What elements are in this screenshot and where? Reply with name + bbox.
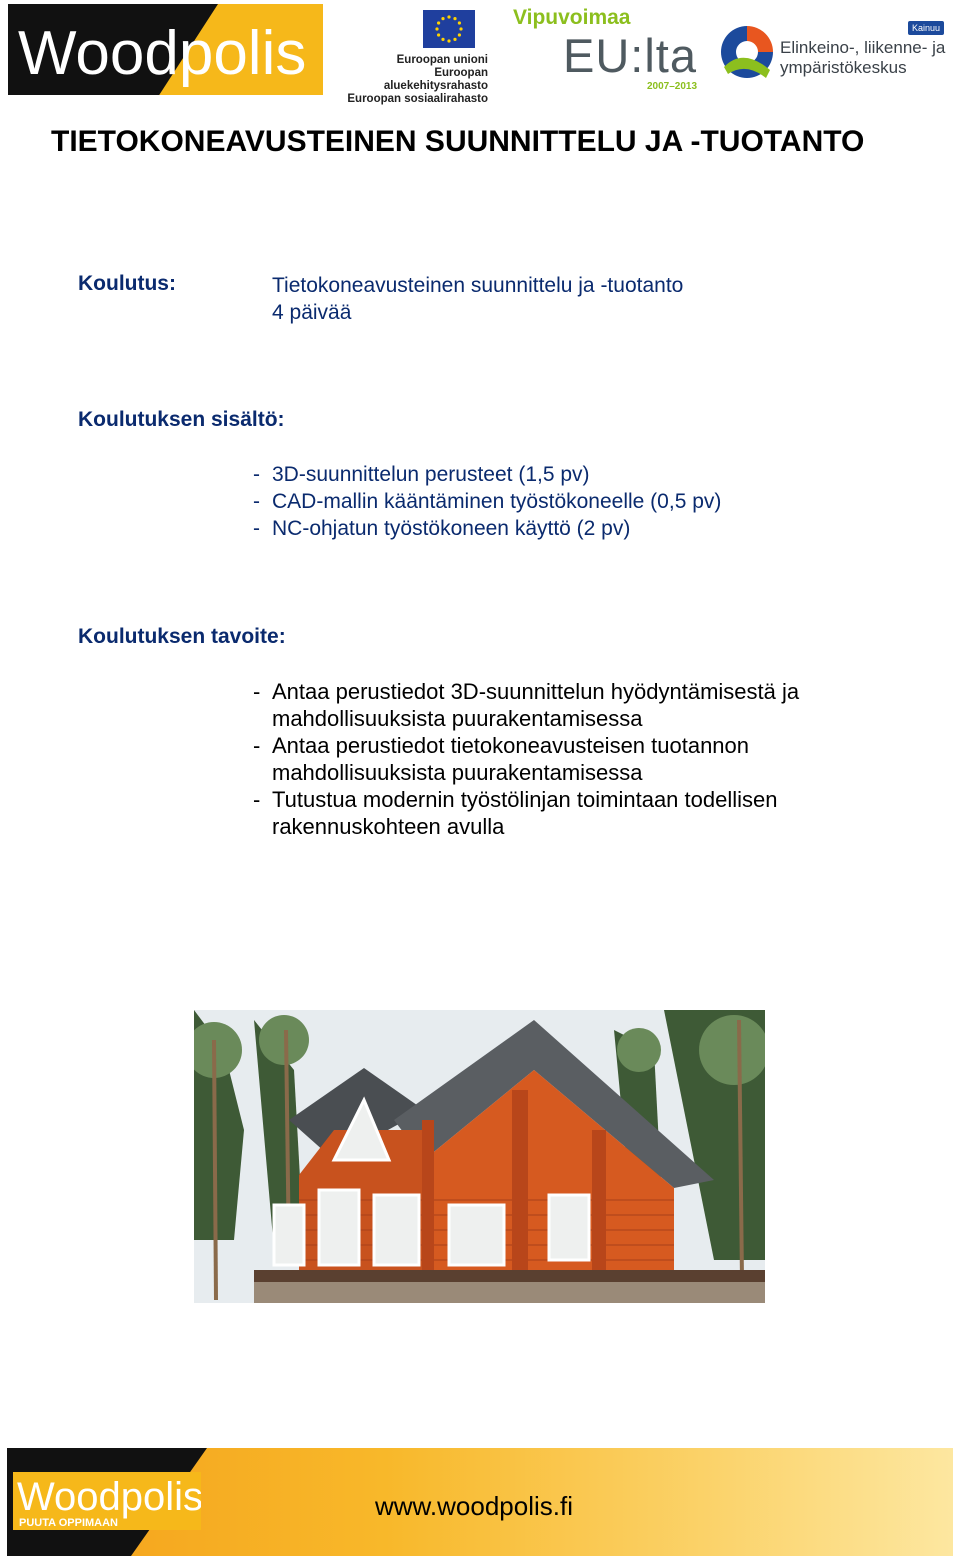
eu-text	[338, 54, 488, 106]
list-item-text: 3D-suunnittelun perusteet (1,5 pv)	[272, 463, 590, 486]
eu-line: Euroopan unioni	[396, 54, 488, 66]
koulutus-name: Tietokoneavusteinen suunnittelu ja -tuotanto	[272, 274, 684, 297]
list-item-text: mahdollisuuksista puurakentamisessa	[272, 706, 643, 731]
footer-woodpolis-logo	[13, 1472, 201, 1530]
vipuvoimaa-text: Vipuvoimaa	[513, 6, 631, 29]
sisalto-list	[253, 461, 721, 542]
list-item: - Antaa perustiedot 3D-suunnittelun hyödyntämisestä ja mahdollisuuksista puurakentamisessa	[253, 679, 800, 731]
ely-line: Elinkeino-, liikenne- ja	[780, 38, 946, 57]
header-logos	[0, 0, 960, 105]
list-item: - Tutustua modernin työstölinjan toimintaan todellisen rakennuskohteen avulla	[253, 786, 799, 840]
website-link[interactable]: www.woodpolis.fi	[375, 1491, 573, 1521]
footer-slogan: PUUTA OPPIMAAN	[19, 1517, 118, 1529]
list-item-text: mahdollisuuksista puurakentamisessa	[272, 760, 643, 785]
koulutus-value	[272, 272, 683, 326]
sisalto-label: Koulutuksen sisältö:	[78, 408, 285, 431]
footer-logo-text: Woodpolis	[17, 1475, 201, 1519]
list-item-text: CAD-mallin kääntäminen työstökoneelle (0,5 pv)	[272, 490, 722, 513]
eulta-text: EU:lta	[563, 29, 697, 82]
page-title: TIETOKONEAVUSTEINEN SUUNNITTELU JA -TUOTANTO	[51, 125, 865, 158]
woodpolis-logo-text: Woodpolis	[18, 19, 307, 88]
eu-flag-icon	[423, 10, 475, 48]
ely-text	[780, 38, 945, 78]
eu-line: Euroopan aluekehitysrahasto	[383, 67, 488, 92]
list-item-text: Antaa perustiedot tietokoneavusteisen tuotannon	[272, 733, 750, 758]
kainuu-badge: Kainuu	[908, 21, 944, 35]
ely-emblem-icon	[718, 22, 776, 84]
footer-banner	[7, 1448, 953, 1556]
list-item-text: Tutustua modernin työstölinjan toimintaan todellisen	[272, 787, 778, 812]
list-item-text: rakennuskohteen avulla	[272, 814, 505, 839]
list-item-text: Antaa perustiedot 3D-suunnittelun hyödyntämisestä ja	[272, 679, 800, 704]
eu-line: Euroopan sosiaalirahasto	[347, 93, 488, 105]
years-text: 2007–2013	[647, 81, 698, 92]
list-item: - 3D-suunnittelun perusteet (1,5 pv)	[253, 463, 590, 486]
koulutus-label: Koulutus:	[78, 272, 176, 295]
ely-line: ympäristökeskus	[780, 58, 907, 77]
tavoite-label: Koulutuksen tavoite:	[78, 625, 286, 648]
list-item: - NC-ohjatun työstökoneen käyttö (2 pv)	[253, 517, 631, 540]
list-item: - Antaa perustiedot tietokoneavusteisen tuotannon mahdollisuuksista puurakentamisessa	[253, 732, 799, 786]
log-house-photo	[194, 1010, 765, 1303]
list-item-text: NC-ohjatun työstökoneen käyttö (2 pv)	[272, 517, 631, 540]
vipuvoimaa-logo	[513, 6, 703, 94]
list-item: - CAD-mallin kääntäminen työstökoneelle (0,5 pv)	[253, 490, 722, 513]
tavoite-list	[253, 678, 799, 840]
koulutus-duration: 4 päivää	[272, 301, 352, 324]
ely-logo	[718, 18, 956, 88]
woodpolis-wordmark	[8, 4, 323, 95]
eu-logo	[338, 6, 488, 105]
woodpolis-logo	[8, 4, 323, 95]
